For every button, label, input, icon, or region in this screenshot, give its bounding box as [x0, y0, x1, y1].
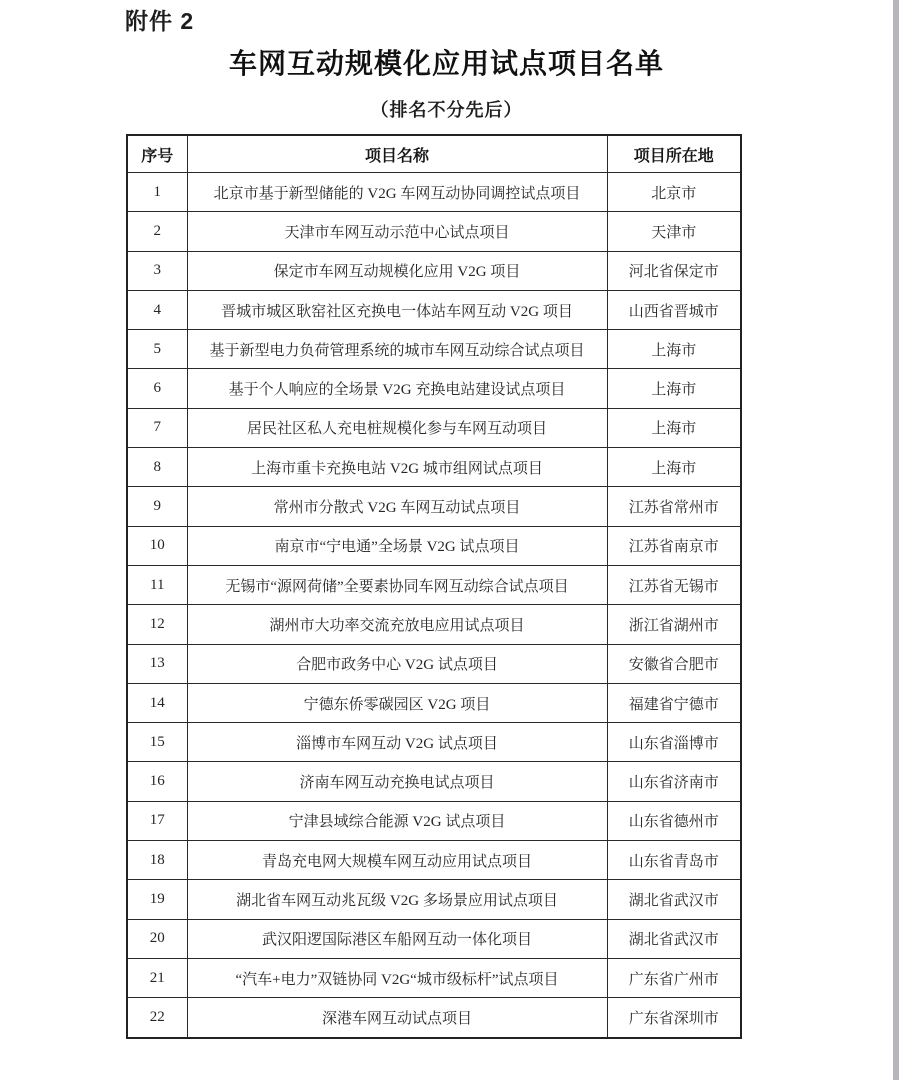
- project-location-cell: 上海市: [607, 448, 741, 487]
- table-row: [127, 723, 741, 762]
- project-name-cell: 武汉阳逻国际港区车船网互动一体化项目: [187, 919, 607, 958]
- project-name-cell: 北京市基于新型储能的 V2G 车网互动协同调控试点项目: [187, 173, 607, 212]
- project-location-cell: 江苏省南京市: [607, 526, 741, 565]
- table-row: [127, 448, 741, 487]
- table-row: [127, 330, 741, 369]
- table-row: [127, 605, 741, 644]
- row-number-cell: 5: [127, 330, 187, 369]
- project-name-cell: 淄博市车网互动 V2G 试点项目: [187, 723, 607, 762]
- project-location-cell: 江苏省常州市: [607, 487, 741, 526]
- table-row: [127, 408, 741, 447]
- table-row: [127, 173, 741, 212]
- project-name-cell: 上海市重卡充换电站 V2G 城市组网试点项目: [187, 448, 607, 487]
- table-row: [127, 487, 741, 526]
- project-name-cell: 湖北省车网互动兆瓦级 V2G 多场景应用试点项目: [187, 880, 607, 919]
- row-number-cell: 1: [127, 173, 187, 212]
- column-header-number: 序号: [127, 135, 187, 173]
- project-name-cell: 常州市分散式 V2G 车网互动试点项目: [187, 487, 607, 526]
- row-number-cell: 3: [127, 251, 187, 290]
- project-name-cell: 南京市“宁电通”全场景 V2G 试点项目: [187, 526, 607, 565]
- row-number-cell: 4: [127, 290, 187, 329]
- project-name-cell: 无锡市“源网荷储”全要素协同车网互动综合试点项目: [187, 565, 607, 604]
- project-name-cell: 基于新型电力负荷管理系统的城市车网互动综合试点项目: [187, 330, 607, 369]
- table-row: [127, 212, 741, 251]
- table-body: [127, 173, 741, 1038]
- table-row: [127, 841, 741, 880]
- project-location-cell: 安徽省合肥市: [607, 644, 741, 683]
- project-location-cell: 山东省济南市: [607, 762, 741, 801]
- table-row: [127, 565, 741, 604]
- project-location-cell: 上海市: [607, 330, 741, 369]
- project-name-cell: 深港车网互动试点项目: [187, 998, 607, 1038]
- project-location-cell: 北京市: [607, 173, 741, 212]
- table-row: [127, 644, 741, 683]
- table-row: [127, 919, 741, 958]
- table-row: [127, 801, 741, 840]
- table-row: [127, 998, 741, 1038]
- row-number-cell: 11: [127, 565, 187, 604]
- project-location-cell: 湖北省武汉市: [607, 919, 741, 958]
- project-name-cell: “汽车+电力”双链协同 V2G“城市级标杆”试点项目: [187, 958, 607, 997]
- row-number-cell: 13: [127, 644, 187, 683]
- project-location-cell: 山东省淄博市: [607, 723, 741, 762]
- row-number-cell: 16: [127, 762, 187, 801]
- project-name-cell: 合肥市政务中心 V2G 试点项目: [187, 644, 607, 683]
- page-edge-shadow: [893, 0, 899, 1080]
- table-row: [127, 683, 741, 722]
- row-number-cell: 9: [127, 487, 187, 526]
- project-name-cell: 天津市车网互动示范中心试点项目: [187, 212, 607, 251]
- project-location-cell: 上海市: [607, 369, 741, 408]
- row-number-cell: 6: [127, 369, 187, 408]
- project-name-cell: 保定市车网互动规模化应用 V2G 项目: [187, 251, 607, 290]
- project-location-cell: 广东省广州市: [607, 958, 741, 997]
- row-number-cell: 22: [127, 998, 187, 1038]
- table-row: [127, 762, 741, 801]
- page-subtitle: （排名不分先后）: [370, 100, 523, 120]
- table-row: [127, 958, 741, 997]
- table-row: [127, 369, 741, 408]
- project-location-cell: 山东省青岛市: [607, 841, 741, 880]
- table-row: [127, 880, 741, 919]
- project-name-cell: 居民社区私人充电桩规模化参与车网互动项目: [187, 408, 607, 447]
- row-number-cell: 8: [127, 448, 187, 487]
- row-number-cell: 19: [127, 880, 187, 919]
- row-number-cell: 14: [127, 683, 187, 722]
- column-header-project-location: 项目所在地: [607, 135, 741, 173]
- table-header-row: [127, 135, 741, 173]
- project-location-cell: 广东省深圳市: [607, 998, 741, 1038]
- table-row: [127, 290, 741, 329]
- project-name-cell: 湖州市大功率交流充放电应用试点项目: [187, 605, 607, 644]
- project-location-cell: 山东省德州市: [607, 801, 741, 840]
- project-location-cell: 湖北省武汉市: [607, 880, 741, 919]
- project-name-cell: 青岛充电网大规模车网互动应用试点项目: [187, 841, 607, 880]
- project-location-cell: 河北省保定市: [607, 251, 741, 290]
- row-number-cell: 2: [127, 212, 187, 251]
- project-name-cell: 基于个人响应的全场景 V2G 充换电站建设试点项目: [187, 369, 607, 408]
- project-location-cell: 上海市: [607, 408, 741, 447]
- page-title: 车网互动规模化应用试点项目名单: [228, 49, 664, 80]
- attachment-label: 附件 2: [125, 8, 195, 34]
- row-number-cell: 18: [127, 841, 187, 880]
- row-number-cell: 12: [127, 605, 187, 644]
- row-number-cell: 10: [127, 526, 187, 565]
- row-number-cell: 20: [127, 919, 187, 958]
- project-location-cell: 山西省晋城市: [607, 290, 741, 329]
- project-name-cell: 宁津县域综合能源 V2G 试点项目: [187, 801, 607, 840]
- project-table: [126, 134, 742, 1039]
- project-name-cell: 济南车网互动充换电试点项目: [187, 762, 607, 801]
- project-location-cell: 福建省宁德市: [607, 683, 741, 722]
- project-location-cell: 天津市: [607, 212, 741, 251]
- table-row: [127, 251, 741, 290]
- project-location-cell: 浙江省湖州市: [607, 605, 741, 644]
- row-number-cell: 15: [127, 723, 187, 762]
- row-number-cell: 21: [127, 958, 187, 997]
- project-name-cell: 晋城市城区耿窑社区充换电一体站车网互动 V2G 项目: [187, 290, 607, 329]
- row-number-cell: 17: [127, 801, 187, 840]
- table-row: [127, 526, 741, 565]
- project-location-cell: 江苏省无锡市: [607, 565, 741, 604]
- row-number-cell: 7: [127, 408, 187, 447]
- column-header-project-name: 项目名称: [187, 135, 607, 173]
- project-name-cell: 宁德东侨零碳园区 V2G 项目: [187, 683, 607, 722]
